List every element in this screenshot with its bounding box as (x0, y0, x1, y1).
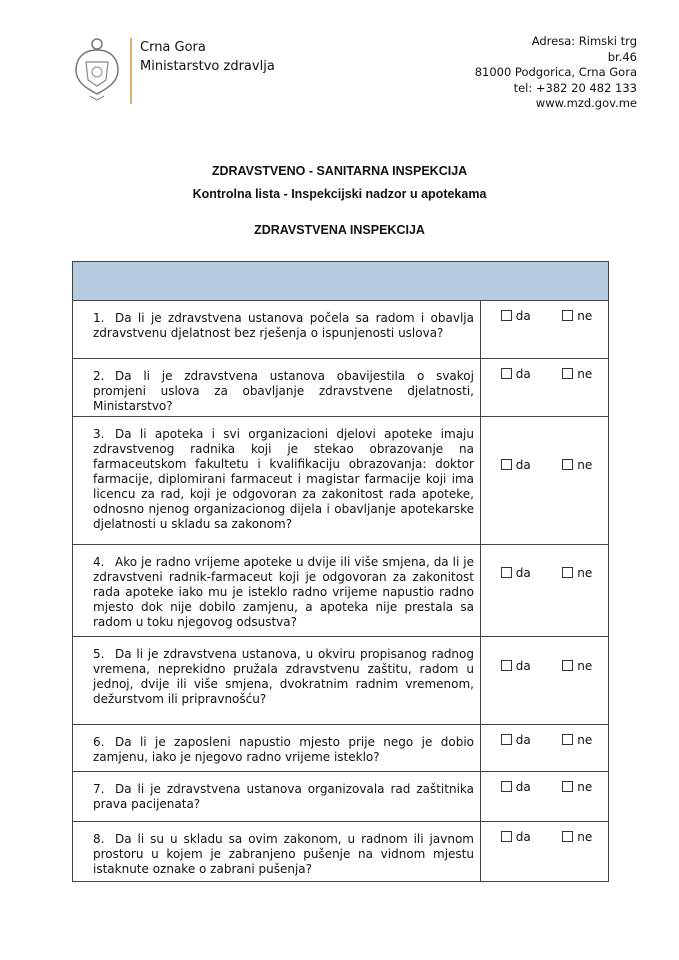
answer-cell (481, 545, 609, 637)
question-number: 1. (93, 311, 105, 325)
question-cell (73, 725, 481, 772)
answer-yes-label: da (515, 458, 531, 472)
checkbox-icon (501, 368, 512, 379)
address-block (475, 34, 637, 112)
question-number: 8. (93, 832, 105, 846)
answer-no-label: ne (577, 659, 593, 673)
answer-yes-checkbox[interactable] (501, 830, 531, 845)
answer-no-checkbox[interactable] (562, 733, 592, 748)
question-number: 5. (93, 647, 105, 661)
question-cell (73, 359, 481, 417)
answer-yes-checkbox[interactable] (501, 780, 531, 795)
checklist-row (73, 417, 609, 545)
answer-yes-checkbox[interactable] (501, 566, 531, 581)
answer-cell (481, 301, 609, 359)
organization-name (140, 38, 275, 76)
answer-yes-checkbox[interactable] (501, 659, 531, 674)
checkbox-icon (501, 310, 512, 321)
answer-no-checkbox[interactable] (562, 566, 592, 581)
question-text: Da li je zdravstvena ustanova počela sa radom i obavlja zdravstvenu djelatnost bez rješenja o ispunjenosti uslova? (93, 311, 474, 340)
document-title: ZDRAVSTVENO - SANITARNA INSPEKCIJA (211, 164, 468, 178)
question-cell (73, 545, 481, 637)
answer-no-label: ne (577, 458, 593, 472)
answer-yes-checkbox[interactable] (501, 733, 531, 748)
phone: tel: +382 20 482 133 (513, 80, 637, 95)
answer-no-checkbox[interactable] (562, 458, 592, 473)
question-number: 3. (93, 427, 105, 441)
checkbox-icon (501, 781, 512, 792)
answer-yes-checkbox[interactable] (501, 458, 531, 473)
answer-yes-label: da (515, 566, 531, 580)
question-text: Ako je radno vrijeme apoteke u dvije ili više smjena, da li je zdravstveni radnik-farmaceut koji je odgovoran za zakonitost rada apoteke iako mu je isteklo radno vrijeme napustio radno mjesto dok nije dobilo zamjenu, a apoteka nije prestala sa radom u toku njegovog odsustva? (93, 555, 474, 629)
answer-yes-label: da (515, 733, 531, 747)
answer-yes-label: da (515, 830, 531, 844)
table-header-row (73, 262, 609, 301)
checkbox-icon (562, 734, 573, 745)
answer-cell (481, 417, 609, 545)
checkbox-icon (501, 734, 512, 745)
website: www.mzd.gov.me (535, 96, 637, 110)
question-cell (73, 301, 481, 359)
checkbox-icon (562, 368, 573, 379)
checkbox-icon (501, 459, 512, 470)
checkbox-icon (501, 567, 512, 578)
answer-cell (481, 637, 609, 725)
question-cell (73, 637, 481, 725)
header-divider (130, 38, 132, 104)
org-country: Crna Gora (140, 40, 206, 55)
answer-no-label: ne (577, 830, 593, 844)
answer-yes-label: da (515, 659, 531, 673)
question-text: Da li je zaposleni napustio mjesto prije nego je dobio zamjenu, iako je njegovo radno vrijeme isteklo? (93, 735, 474, 764)
checklist-table (72, 261, 609, 882)
question-text: Da li je zdravstvena ustanova, u okviru propisanog radnog vremena, neprekidno pružala zdravstvenu zaštitu, radom u jednoj, dvije ili više smjena, dvokratnim radnim vremenom, dežurstvom ili pripravnošću? (93, 647, 474, 706)
section-title: ZDRAVSTVENA INSPEKCIJA (254, 223, 425, 237)
checkbox-icon (562, 781, 573, 792)
checkbox-icon (562, 567, 573, 578)
checklist-row (73, 725, 609, 772)
answer-no-checkbox[interactable] (562, 780, 592, 795)
checkbox-icon (562, 310, 573, 321)
answer-no-label: ne (577, 367, 593, 381)
question-text: Da li je zdravstvena ustanova obavijestila o svakoj promjeni uslova za obavljanje zdravstvene djelatnosti, Ministarstvo? (93, 369, 474, 413)
address-line: 81000 Podgorica, Crna Gora (474, 65, 637, 79)
checklist-row (73, 545, 609, 637)
answer-cell (481, 822, 609, 882)
address-line: br.46 (607, 49, 637, 64)
answer-no-label: ne (577, 780, 593, 794)
answer-no-checkbox[interactable] (562, 659, 592, 674)
question-text: Da li je zdravstvena ustanova organizovala rad zaštitnika prava pacijenata? (93, 782, 474, 811)
checkbox-icon (562, 459, 573, 470)
question-number: 6. (93, 735, 105, 749)
answer-no-checkbox[interactable] (562, 830, 592, 845)
answer-yes-label: da (515, 367, 531, 381)
checkbox-icon (562, 660, 573, 671)
question-text: Da li apoteka i svi organizacioni djelovi apoteke imaju zdravstvenog radnika koji je stekao obrazovanje na farmaceutskom fakultetu i kvalifikaciju obrazovanja: doktor farmacije, diplomirani farmaceut i magistar farmacije koji ima licencu za rad, koji je odgovoran za zakonitost rada apoteke, odnosno njenog organizacionog dijela i obavljanje apotekarske djelatnosti u skladu sa zakonom? (93, 427, 474, 531)
document-subtitle: Kontrolna lista - Inspekcijski nadzor u apotekama (192, 187, 487, 201)
question-number: 2. (93, 369, 105, 383)
answer-no-label: ne (577, 733, 593, 747)
answer-yes-checkbox[interactable] (501, 309, 531, 324)
checkbox-icon (501, 660, 512, 671)
checkbox-icon (501, 831, 512, 842)
answer-no-label: ne (577, 309, 593, 323)
answer-cell (481, 359, 609, 417)
answer-yes-label: da (515, 780, 531, 794)
coat-of-arms-logo (72, 36, 122, 102)
checklist-row (73, 359, 609, 417)
question-number: 4. (93, 555, 105, 569)
address-line: Adresa: Rimski trg (531, 34, 637, 48)
question-cell (73, 822, 481, 882)
org-ministry: Ministarstvo zdravlja (140, 59, 275, 74)
answer-cell (481, 725, 609, 772)
checkbox-icon (562, 831, 573, 842)
answer-no-label: ne (577, 566, 593, 580)
checklist-row (73, 301, 609, 359)
answer-no-checkbox[interactable] (562, 367, 592, 382)
checklist-row (73, 822, 609, 882)
answer-no-checkbox[interactable] (562, 309, 592, 324)
question-text: Da li su u skladu sa ovim zakonom, u radnom ili javnom prostoru u kojem je zabranjeno pušenje na vidnom mjestu istaknute oznake o zabrani pušenja? (93, 832, 474, 876)
answer-cell (481, 772, 609, 822)
answer-yes-label: da (515, 309, 531, 323)
question-cell (73, 772, 481, 822)
question-number: 7. (93, 782, 105, 796)
answer-yes-checkbox[interactable] (501, 367, 531, 382)
checklist-row (73, 637, 609, 725)
question-cell (73, 417, 481, 545)
checklist-row (73, 772, 609, 822)
